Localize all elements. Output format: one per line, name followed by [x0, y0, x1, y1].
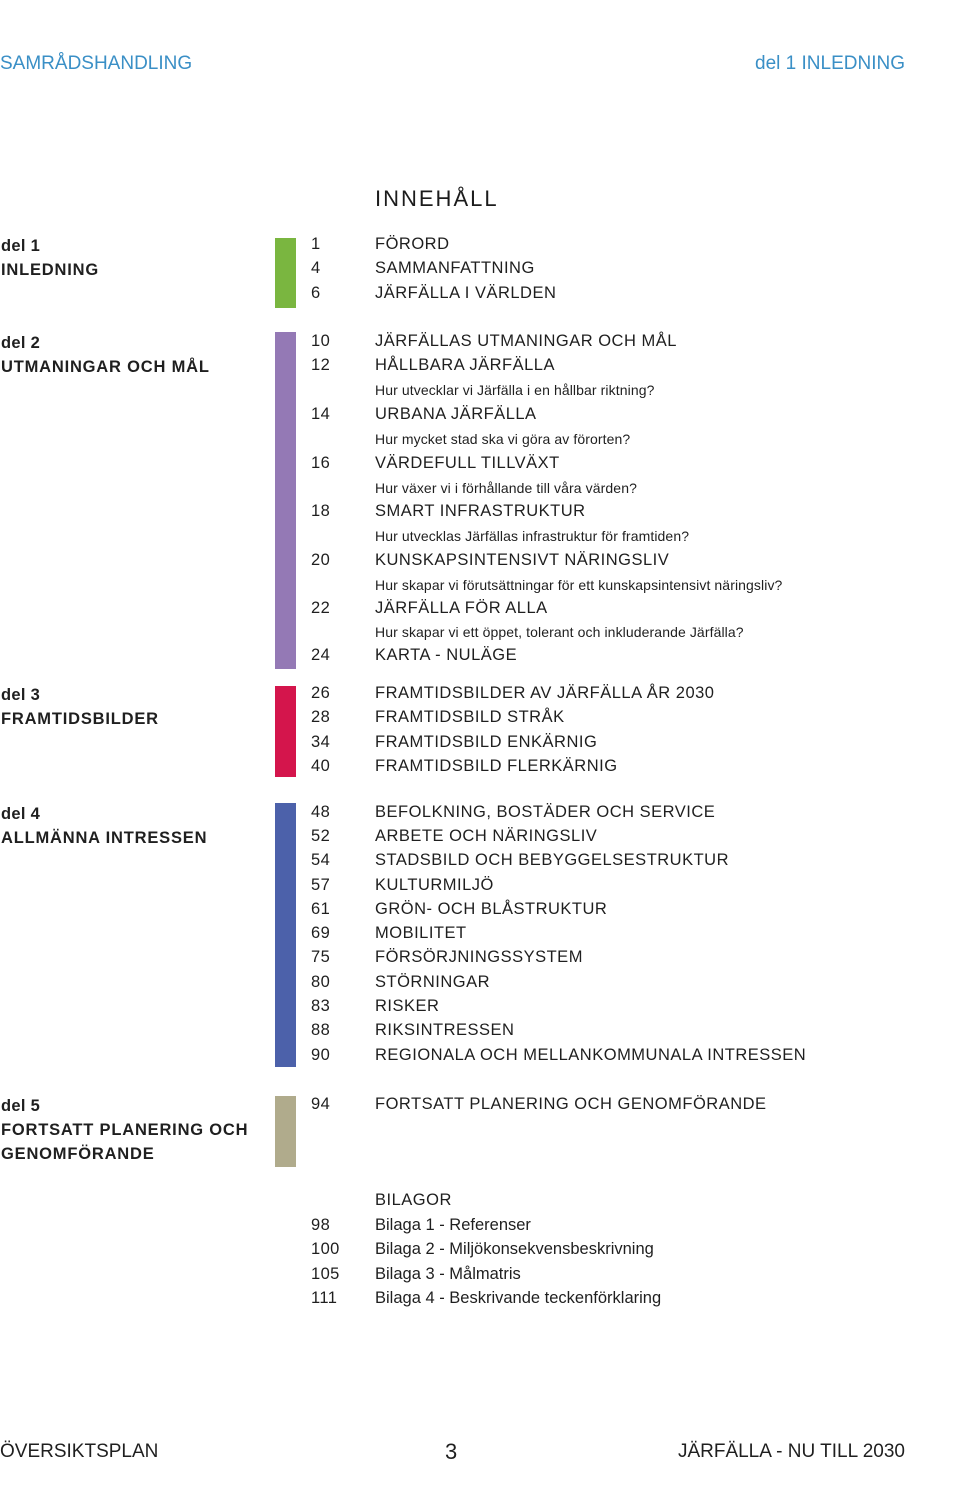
appendix-page-number: 98 — [311, 1216, 331, 1234]
entry-page-number: 4 — [311, 259, 321, 277]
entry-page-number: 18 — [311, 502, 331, 520]
entry-page-number: 80 — [311, 973, 331, 991]
section-2-label — [1, 331, 210, 379]
entry-page-number: 28 — [311, 708, 331, 726]
appendix-item: Bilaga 1 - Referenser — [375, 1216, 531, 1234]
entry-title: HÅLLBARA JÄRFÄLLA — [375, 356, 555, 374]
entry-title: FÖRSÖRJNINGSSYSTEM — [375, 948, 583, 966]
entry-title: KULTURMILJÖ — [375, 876, 494, 894]
entry-subtitle: Hur skapar vi ett öppet, tolerant och inkluderande Järfälla? — [375, 624, 744, 640]
entry-page-number: 12 — [311, 356, 331, 374]
section-4-color-bar — [275, 803, 296, 1067]
entry-page-number: 6 — [311, 284, 321, 302]
toc-title: INNEHÅLL — [375, 186, 499, 211]
entry-page-number: 94 — [311, 1095, 331, 1113]
entry-page-number: 54 — [311, 851, 331, 869]
entry-page-number: 34 — [311, 733, 331, 751]
entry-title: REGIONALA OCH MELLANKOMMUNALA INTRESSEN — [375, 1046, 807, 1064]
entry-title: KARTA - NULÄGE — [375, 646, 518, 664]
entry-title: FORTSATT PLANERING OCH GENOMFÖRANDE — [375, 1095, 767, 1113]
entry-title: RIKSINTRESSEN — [375, 1021, 515, 1039]
entry-subtitle: Hur mycket stad ska vi göra av förorten? — [375, 431, 631, 447]
entry-title: MOBILITET — [375, 924, 467, 942]
section-3-name: FRAMTIDSBILDER — [1, 710, 159, 728]
section-1-color-bar — [275, 238, 296, 308]
header-left: SAMRÅDSHANDLING — [0, 53, 193, 74]
entry-page-number: 88 — [311, 1021, 331, 1039]
page-number: 3 — [445, 1439, 458, 1464]
entry-title: RISKER — [375, 997, 440, 1015]
entry-page-number: 14 — [311, 405, 331, 423]
footer-left: ÖVERSIKTSPLAN — [0, 1441, 159, 1462]
entry-title: FRAMTIDSBILD ENKÄRNIG — [375, 733, 598, 751]
entry-page-number: 61 — [311, 900, 331, 918]
section-4-name: ALLMÄNNA INTRESSEN — [1, 829, 208, 847]
section-5-label — [1, 1094, 248, 1166]
entry-title: SMART INFRASTRUKTUR — [375, 502, 586, 520]
entry-title: STADSBILD OCH BEBYGGELSESTRUKTUR — [375, 851, 730, 869]
section-3-del: del 3 — [1, 686, 41, 704]
section-5-color-bar — [275, 1096, 296, 1167]
appendix-item: Bilaga 2 - Miljökonsekvensbeskrivning — [375, 1240, 654, 1258]
entry-page-number: 69 — [311, 924, 331, 942]
entry-title: URBANA JÄRFÄLLA — [375, 405, 537, 423]
entry-subtitle: Hur utvecklar vi Järfälla i en hållbar riktning? — [375, 382, 655, 398]
entry-title: JÄRFÄLLA FÖR ALLA — [375, 599, 548, 617]
section-3-label — [1, 683, 159, 731]
entry-page-number: 22 — [311, 599, 331, 617]
entry-page-number: 75 — [311, 948, 331, 966]
entry-page-number: 26 — [311, 684, 331, 702]
appendix-page-number: 105 — [311, 1265, 340, 1283]
entry-page-number: 1 — [311, 235, 321, 253]
entry-title: STÖRNINGAR — [375, 973, 491, 991]
entry-title: JÄRFÄLLA I VÄRLDEN — [375, 284, 557, 302]
entry-page-number: 16 — [311, 454, 331, 472]
section-4-label — [1, 802, 207, 850]
section-1-label — [1, 234, 99, 282]
section-3-color-bar — [275, 686, 296, 777]
entry-page-number: 48 — [311, 803, 331, 821]
entry-title: JÄRFÄLLAS UTMANINGAR OCH MÅL — [375, 332, 677, 350]
entry-title: FÖRORD — [375, 235, 450, 253]
section-1-name: INLEDNING — [1, 261, 99, 279]
appendix-title: BILAGOR — [375, 1191, 452, 1209]
entry-page-number: 40 — [311, 757, 331, 775]
entry-title: KUNSKAPSINTENSIVT NÄRINGSLIV — [375, 551, 670, 569]
section-1-del: del 1 — [1, 237, 41, 255]
entry-page-number: 90 — [311, 1046, 331, 1064]
entry-page-number: 83 — [311, 997, 331, 1015]
entry-page-number: 10 — [311, 332, 331, 350]
header-right: del 1 INLEDNING — [755, 53, 905, 74]
section-5-del: del 5 — [1, 1097, 41, 1115]
entry-title: BEFOLKNING, BOSTÄDER OCH SERVICE — [375, 803, 716, 821]
entry-page-number: 20 — [311, 551, 331, 569]
entry-subtitle: Hur skapar vi förutsättningar för ett kunskapsintensivt näringsliv? — [375, 577, 783, 593]
entry-title: GRÖN- OCH BLÅSTRUKTUR — [375, 900, 608, 918]
section-4-del: del 4 — [1, 805, 41, 823]
entry-title: FRAMTIDSBILDER AV JÄRFÄLLA ÅR 2030 — [375, 684, 715, 702]
entry-page-number: 24 — [311, 646, 331, 664]
entry-title: ARBETE OCH NÄRINGSLIV — [375, 827, 598, 845]
entry-subtitle: Hur utvecklas Järfällas infrastruktur för framtiden? — [375, 528, 690, 544]
entry-page-number: 57 — [311, 876, 331, 894]
entry-title: FRAMTIDSBILD FLERKÄRNIG — [375, 757, 618, 775]
entry-subtitle: Hur växer vi i förhållande till våra värden? — [375, 480, 637, 496]
section-2-del: del 2 — [1, 334, 41, 352]
section-2-name: UTMANINGAR OCH MÅL — [1, 358, 210, 376]
entry-page-number: 52 — [311, 827, 331, 845]
appendix-item: Bilaga 4 - Beskrivande teckenförklaring — [375, 1289, 662, 1307]
entry-title: SAMMANFATTNING — [375, 259, 535, 277]
section-5-name-line2: GENOMFÖRANDE — [1, 1145, 155, 1163]
section-2-color-bar — [275, 332, 296, 669]
appendix-page-number: 100 — [311, 1240, 340, 1258]
entry-title: FRAMTIDSBILD STRÅK — [375, 708, 565, 726]
appendix-item: Bilaga 3 - Målmatris — [375, 1265, 521, 1283]
appendix-page-number: 111 — [311, 1289, 338, 1307]
footer-right: JÄRFÄLLA - NU TILL 2030 — [677, 1441, 905, 1462]
entry-title: VÄRDEFULL TILLVÄXT — [375, 454, 560, 472]
section-5-name-line1: FORTSATT PLANERING OCH — [1, 1121, 249, 1139]
